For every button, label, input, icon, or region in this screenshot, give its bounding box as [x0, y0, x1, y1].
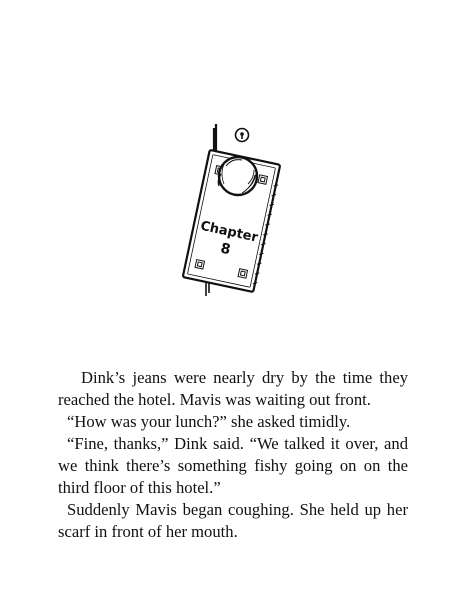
paragraph-4: Suddenly Mavis began coughing. She held up her scarf in front of her mouth.: [58, 500, 408, 541]
story-text: [58, 367, 408, 543]
chapter-word: Chapter: [199, 218, 260, 246]
chapter-number: 8: [219, 240, 232, 259]
door-knob-icon: [219, 157, 257, 195]
door-hanger-icon: [176, 118, 286, 296]
paragraph-2: “How was your lunch?” she asked timidly.: [67, 412, 351, 431]
paragraph-3: “Fine, thanks,” Dink said. “We talked it over, and we think there’s something fishy going on on the third floor of this hotel.”: [58, 434, 408, 497]
paragraph-1: Dink’s jeans were nearly dry by the time they reached the hotel. Mavis was waiting out front.: [58, 368, 408, 409]
